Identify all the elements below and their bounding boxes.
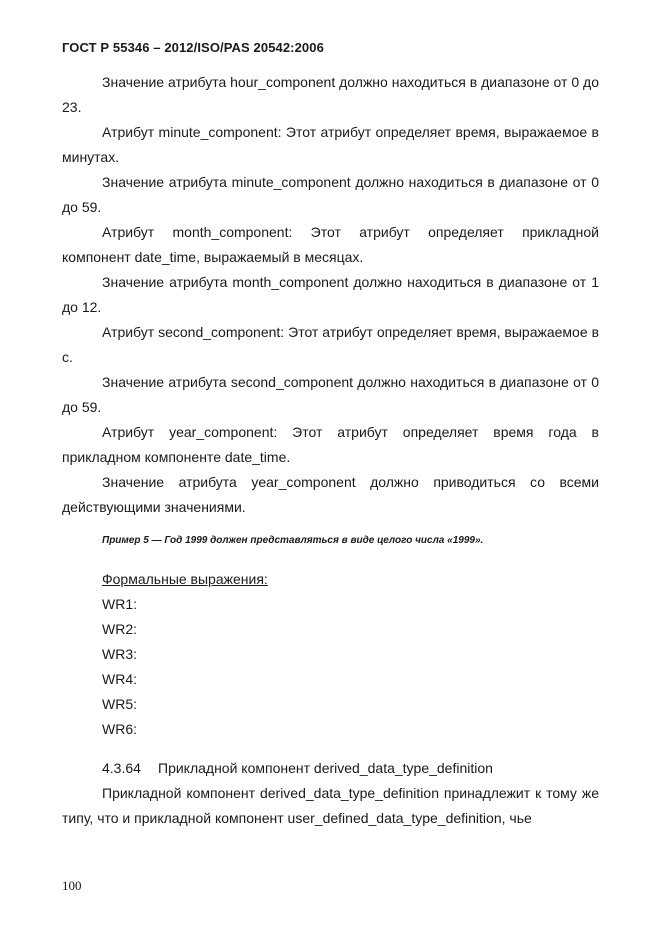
paragraph-second-def: Атрибут second_component: Этот атрибут определяет время, выражаемое в с. [62,324,599,365]
page-number: 100 [62,878,82,893]
paragraph-year-range: Значение атрибута year_component должно приводиться со всеми действующими значениями. [62,474,599,515]
paragraph-month-def: Атрибут month_component: Этот атрибут определяет прикладной компонент date_time, выражаемый в месяцах. [62,224,599,265]
paragraph-hour-range: Значение атрибута hour_component должно находиться в диапазоне от 0 до 23. [62,74,599,115]
paragraph-derived-type: Прикладной компонент derived_data_type_definition принадлежит к тому же типу, что и прикладной компонент user_defined_data_type_definition, чье [62,785,599,826]
wr-item: WR5: [102,696,137,712]
section-number: 4.3.64 [102,760,141,776]
paragraph-minute-range: Значение атрибута minute_component должно находиться в диапазоне от 0 до 59. [62,174,599,215]
wr-item: WR3: [102,646,137,662]
wr-list [62,592,599,742]
formal-expressions-label: Формальные выражения: [102,571,268,587]
section-title: Прикладной компонент derived_data_type_definition [158,760,493,776]
paragraph-second-range: Значение атрибута second_component должно находиться в диапазоне от 0 до 59. [62,374,599,415]
example-note: Пример 5 — Год 1999 должен представляться в виде целого числа «1999». [102,535,484,546]
wr-item: WR2: [102,621,137,637]
wr-item: WR6: [102,721,137,737]
page-content [62,70,599,831]
formal-expressions-heading [62,567,599,592]
document-header: ГОСТ Р 55346 – 2012/ISO/PAS 20542:2006 [62,40,324,55]
wr-item: WR1: [102,596,137,612]
section-heading [62,756,599,781]
paragraph-month-range: Значение атрибута month_component должно находиться в диапазоне от 1 до 12. [62,274,599,315]
paragraph-minute-def: Атрибут minute_component: Этот атрибут определяет время, выражаемое в минутах. [62,124,599,165]
paragraph-year-def: Атрибут year_component: Этот атрибут определяет время года в прикладном компоненте date_time. [62,424,599,465]
wr-item: WR4: [102,671,137,687]
